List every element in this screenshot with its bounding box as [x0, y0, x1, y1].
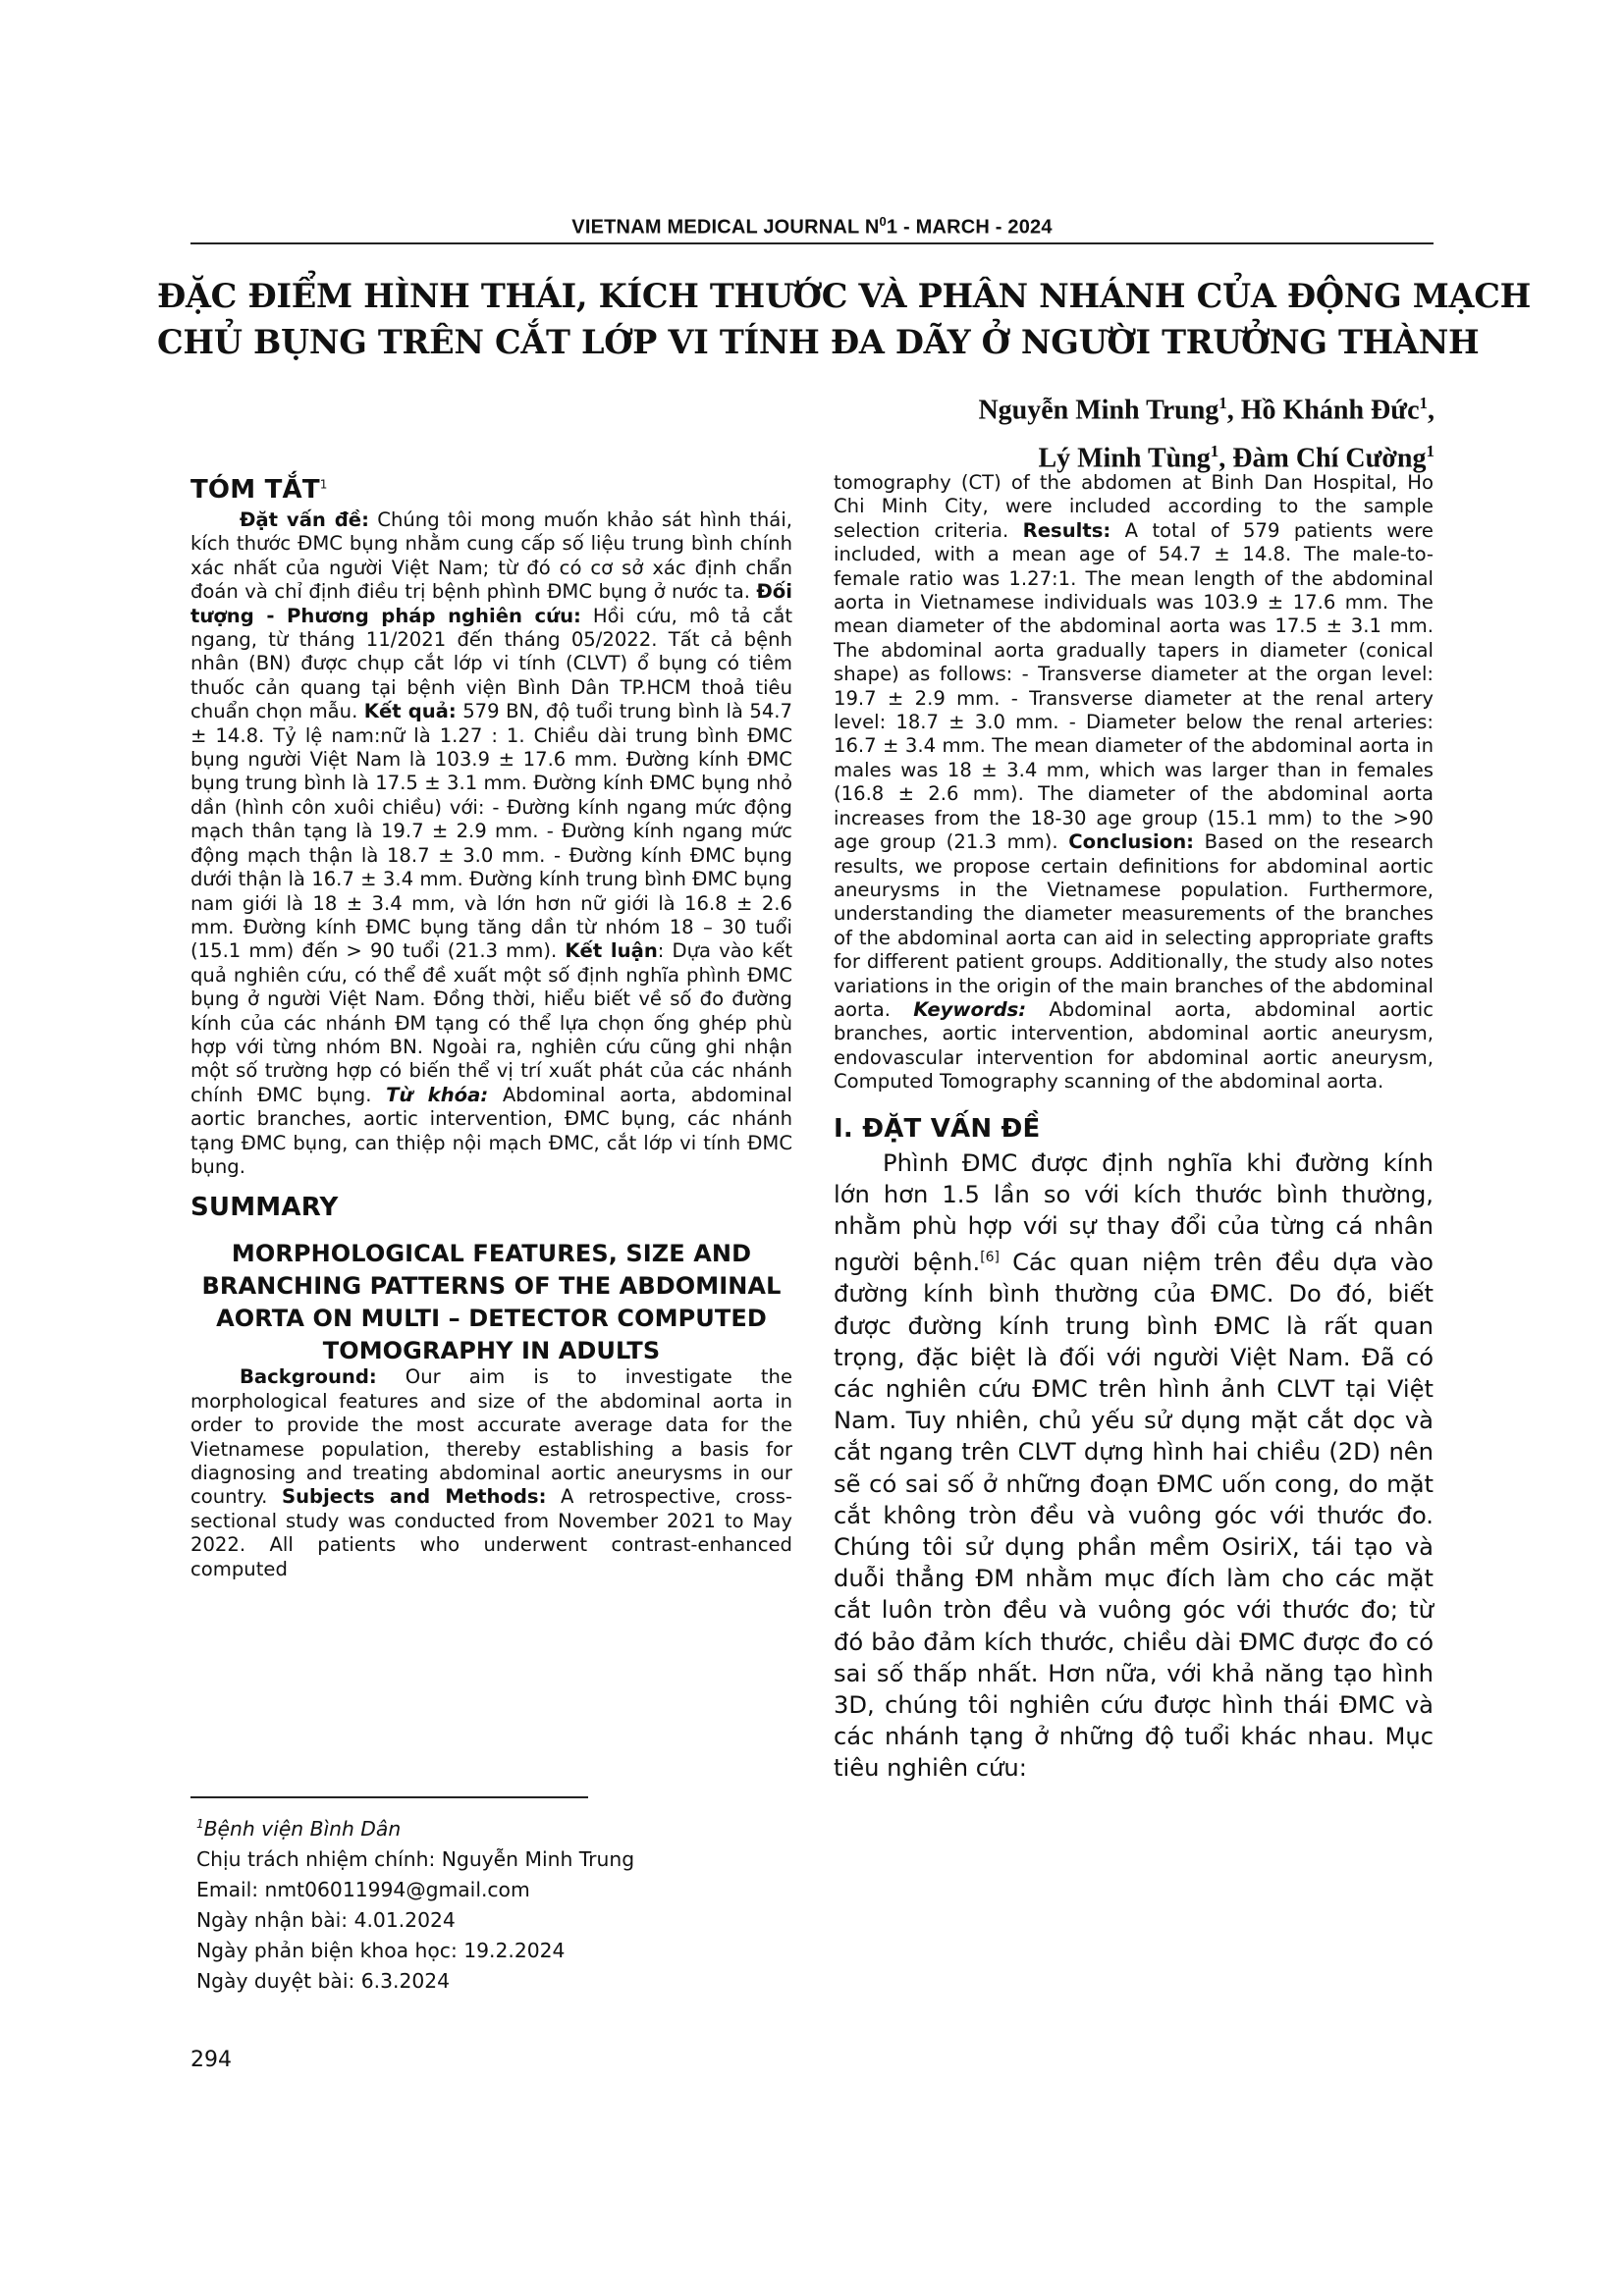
label-tu-khoa: Từ khóa: [386, 1083, 489, 1106]
running-header [190, 214, 1434, 240]
author-1: Nguyễn Minh Trung [978, 395, 1219, 426]
abstract-text: Abdominal aorta, abdominal aortic branches, aortic intervention, ĐMC bụng, các nhánh tạng ĐMC bụng, can thiệp nội mạch ĐMC, cắt lớp vi tính ĐMC bụng. [190, 1083, 792, 1178]
abstract-text: A retrospective, cross-sectional study was conducted from November 2021 to May 2022. All patients who underwent contrast-enhanced computed [190, 1485, 792, 1580]
affil-mark: 1 [1419, 394, 1428, 412]
summary-title [190, 1238, 792, 1367]
abstract-text: A total of 579 patients were included, with a mean age of 54.7 ± 14.8. The male-to-female ratio was 1.27:1. The mean length of the abdominal aorta in Vietnamese individuals was 103.9 ± 17.6 mm. The mean diameter of the abdominal aorta was 17.5 ± 3.1 mm. The abdominal aorta gradually tapers in diameter (conical shape) as follows: - Transverse diameter at the organ level: 19.7 ± 2.9 mm. - Transverse diameter at the renal artery level: 18.7 ± 3.0 mm. - Diameter below the renal arteries: 16.7 ± 3.4 mm. The mean diameter of the abdominal aorta in males was 18 ± 3.4 mm, which was larger than in females (16.8 ± 2.6 mm). The diameter of the abdominal aorta increases from the 18-30 age group (15.1 mm) to the >90 age group (21.3 mm). [834, 518, 1434, 854]
summary-title-line: AORTA ON MULTI – DETECTOR COMPUTED [216, 1305, 767, 1333]
affil-mark: 1 [1210, 442, 1219, 461]
author-sep: , [1218, 443, 1233, 474]
affil-mark: 1 [1218, 394, 1227, 412]
issue-date: 1 - MARCH - 2024 [886, 216, 1053, 239]
page-number: 294 [190, 2048, 232, 2072]
title-line-2: CHỦ BỤNG TRÊN CẮT LỚP VI TÍNH ĐA DÃY Ở NGƯỜI TRƯỞNG THÀNH [157, 323, 1480, 361]
section-1-heading: I. ĐẶT VẤN ĐỀ [834, 1113, 1041, 1144]
right-column [834, 471, 1434, 1785]
footnotes [196, 1809, 785, 1997]
issue-superscript: 0 [879, 214, 887, 229]
abstract-text: Hồi cứu, mô tả cắt ngang, từ tháng 11/2021 đến tháng 05/2022. Tất cả bệnh nhân (BN) được chụp cắt lớp vi tính (CLVT) ổ bụng có tiêm thuốc cản quang tại bệnh viện Bình Dân TP.HCM thoả tiêu chuẩn chọn mẫu. [190, 604, 793, 723]
abstract-text: : Dựa vào kết quả nghiên cứu, có thể đề xuất một số định nghĩa phình ĐMC bụng ở người Việt Nam. Đồng thời, hiểu biết về số đo đường kính của các nhánh ĐM tạng có thể lựa chọn ống ghép phù hợp với từng nhóm BN. Ngoài ra, nghiên cứu cũng ghi nhận một số trường hợp có biến thể vị trí xuất phát của các nhánh chính ĐMC bụng. [190, 939, 793, 1106]
abstract-text: Chúng tôi mong muốn khảo sát hình thái, kích thước ĐMC bụng nhằm cung cấp số liệu trung bình chính xác nhất của người Việt Nam; từ đó có cơ sở xác định chẩn đoán và chỉ định điều trị bệnh phình ĐMC bụng ở nước ta. [190, 508, 792, 604]
summary-heading: SUMMARY [190, 1193, 339, 1223]
tom-tat-heading-text: TÓM TẮT [190, 475, 320, 505]
body-text: Các quan niệm trên đều dựa vào đường kính bình thường của ĐMC. Do đó, biết được đường kính trung bình ĐMC là rất quan trọng, đặc biệt là đối với người Việt Nam. Đã có các nghiên cứu ĐMC trên hình ảnh CLVT tại Việt Nam. Tuy nhiên, chủ yếu sử dụng mặt cắt dọc và cắt ngang trên CLVT dựng hình hai chiều (2D) nên sẽ có sai số ở những đoạn ĐMC uốn cong, do mặt cắt không tròn đều và vuông góc với thước đo. Chúng tôi sử dụng phần mềm OsiriX, tái tạo và duỗi thẳng ĐM nhằm mục đích làm cho các mặt cắt luôn tròn đều và vuông góc với thước đo; từ đó bảo đảm kích thước, chiều dài ĐMC được đo có sai số thấp nhất. Hơn nữa, với khả năng tạo hình 3D, chúng tôi nghiên cứu được hình thái ĐMC và các nhánh tạng ở những độ tuổi khác nhau. Mục tiêu nghiên cứu: [834, 1249, 1434, 1783]
label-ket-qua: Kết quả: [363, 700, 457, 723]
footnote-accepted: Ngày duyệt bài: 6.3.2024 [196, 1968, 451, 1993]
tom-tat-abstract [190, 508, 792, 1179]
label-subjects-methods: Subjects and Methods: [281, 1485, 547, 1509]
label-conclusion: Conclusion: [1068, 830, 1194, 854]
abstract-text: tomography (CT) of the abdomen at Binh Dan Hospital, Ho Chi Minh City, were included according to the sample selection criteria. [834, 471, 1434, 542]
label-dat-van-de: Đặt vấn đề: [240, 508, 369, 531]
citation-ref: [6] [980, 1250, 1001, 1266]
affil-mark: 1 [196, 1817, 204, 1831]
affil-mark: 1 [1426, 442, 1435, 461]
author-3: Lý Minh Tùng [1038, 443, 1211, 474]
heading-mark: 1 [319, 477, 328, 492]
summary-title-line: BRANCHING PATTERNS OF THE ABDOMINAL [201, 1272, 782, 1301]
footnote-rule [190, 1796, 588, 1798]
abstract-text: Our aim is to investigate the morphological features and size of the abdominal aorta in order to provide the most accurate average data for the Vietnamese population, thereby establishing a basis for diagnosing and treating abdominal aortic aneurysms in our country. [190, 1365, 792, 1509]
abstract-text: Abdominal aorta, abdominal aortic branches, aortic intervention, abdominal aortic aneurysm, endovascular intervention for abdominal aortic aneurysm, Computed Tomography scanning of the abdominal aorta. [834, 997, 1434, 1094]
author-sep: , [1226, 395, 1241, 426]
footnote-received: Ngày nhận bài: 4.01.2024 [196, 1907, 456, 1932]
footnote-corresponding: Chịu trách nhiệm chính: Nguyễn Minh Trung [196, 1846, 635, 1871]
summary-abstract-part-1 [190, 1365, 792, 1581]
title-line-1: ĐẶC ĐIỂM HÌNH THÁI, KÍCH THƯỚC VÀ PHÂN NHÁNH CỦA ĐỘNG MẠCH [157, 277, 1531, 315]
label-doi-tuong: Đối tượng - Phương pháp nghiên cứu: [190, 580, 792, 627]
label-background: Background: [240, 1365, 377, 1389]
summary-title-line: MORPHOLOGICAL FEATURES, SIZE AND [231, 1240, 752, 1268]
summary-abstract-part-2 [834, 471, 1434, 1095]
author-list [978, 383, 1435, 480]
abstract-text: 579 BN, độ tuổi trung bình là 54.7 ± 14.8. Tỷ lệ nam:nữ là 1.27 : 1. Chiều dài trung bình ĐMC bụng người Việt Nam là 103.9 ± 17.6 mm. Đường kính ĐMC bụng trung bình là 17.5 ± 3.1 mm. Đường kính ĐMC bụng nhỏ dần (hình côn xuôi chiều) với: - Đường kính ngang mức động mạch thân tạng là 19.7 ± 2.9 mm. - Đường kính ngang mức động mạch thận là 18.7 ± 3.0 mm. - Đường kính ĐMC bụng dưới thận là 16.7 ± 3.4 mm. Đường kính trung bình ĐMC bụng nam giới là 18 ± 3.4 mm, và lớn hơn nữ giới là 16.8 ± 2.6 mm. Đường kính ĐMC bụng tăng dần từ nhóm 18 – 30 tuổi (15.1 mm) đến > 90 tuổi (21.3 mm). [190, 700, 792, 963]
author-line-1 [978, 383, 1435, 431]
footnote-affiliation [196, 1809, 785, 1844]
tom-tat-heading [190, 475, 792, 505]
footnote-email: Email: nmt06011994@gmail.com [196, 1877, 530, 1901]
article-title [157, 273, 1531, 365]
header-rule [190, 242, 1434, 244]
affiliation-text: Bệnh viện Bình Dân [203, 1816, 402, 1841]
author-4: Đàm Chí Cường [1232, 443, 1427, 474]
journal-name: VIETNAM MEDICAL JOURNAL N [571, 216, 880, 239]
author-2: Hồ Khánh Đức [1240, 395, 1420, 426]
left-column [190, 471, 792, 1581]
summary-title-line: TOMOGRAPHY IN ADULTS [322, 1337, 661, 1365]
author-sep: , [1428, 395, 1435, 426]
abstract-text: Based on the research results, we propose certain definitions for abdominal aortic aneurysms in the Vietnamese population. Furthermore, understanding the diameter measurements of the branches of the abdominal aorta can aid in selecting appropriate grafts for different patient groups. Additionally, the study also notes variations in the origin of the main branches of the abdominal aorta. [834, 830, 1435, 1021]
footnote-reviewed: Ngày phản biện khoa học: 19.2.2024 [196, 1938, 566, 1962]
label-ket-luan: Kết luận [565, 939, 658, 963]
section-1-body [834, 1148, 1434, 1785]
label-results: Results: [1022, 518, 1111, 542]
body-text: Phình ĐMC được định nghĩa khi đường kính lớn hơn 1.5 lần so với kích thước bình thường, nhằm phù hợp với sự thay đổi của từng cá nhân người bệnh. [834, 1148, 1434, 1277]
label-keywords: Keywords: [913, 997, 1027, 1021]
